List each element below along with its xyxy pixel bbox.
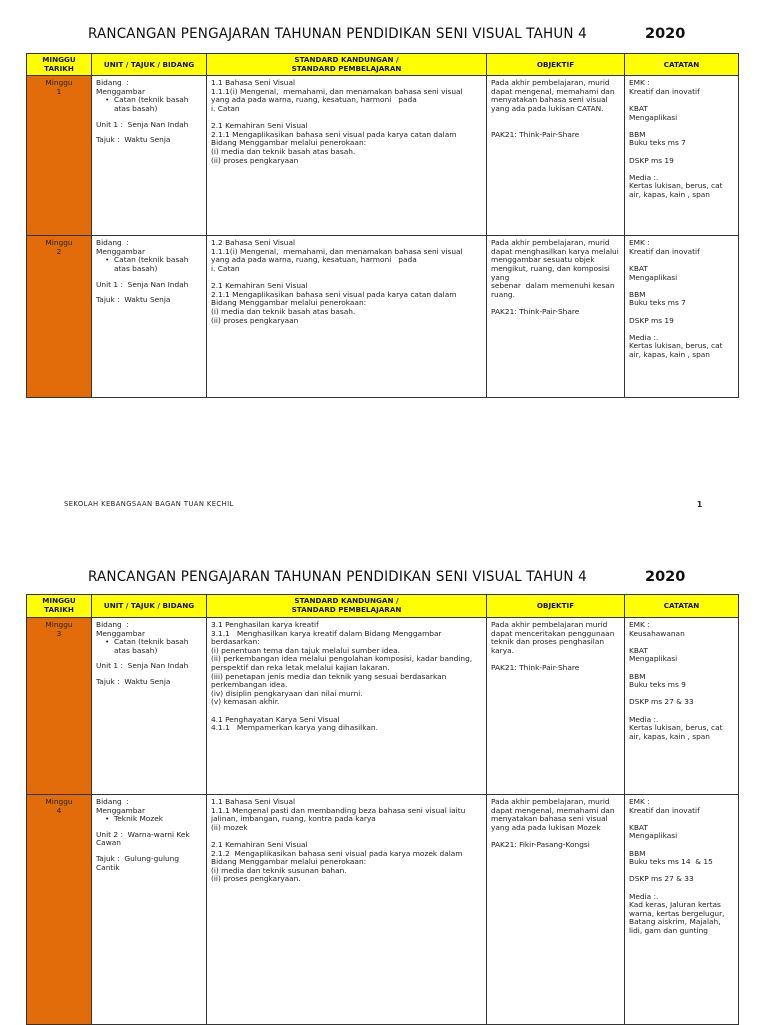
standard-line: 3.1.1 Menghasilkan karya kreatif dalam Bidang Menggambar berdasarkan: bbox=[211, 628, 444, 647]
header-minggu: MINGGU TARIKH bbox=[27, 595, 92, 618]
school-name: SEKOLAH KEBANGSAAN BAGAN TUAN KECHIL bbox=[64, 500, 234, 508]
standard-line: 2.1 Kemahiran Seni Visual bbox=[211, 839, 308, 849]
unit-cell bbox=[92, 618, 207, 795]
unit-line: Unit 2 : Warna-warni Kek Cawan bbox=[96, 829, 193, 848]
document-title: RANCANGAN PENGAJARAN TAHUNAN PENDIDIKAN SENI VISUAL TAHUN 4 bbox=[88, 569, 587, 585]
objektif-line: Pada akhir pembelajaran, murid dapat menghasilkan karya melalui menggambar sesuatu objek mengikut, ruang, dan komposisi yang bbox=[491, 238, 622, 282]
objektif-line: PAK21: Think-Pair-Share bbox=[491, 662, 580, 672]
unit-line: Menggambar bbox=[96, 246, 145, 256]
catatan-line: EMK : bbox=[629, 238, 650, 248]
objektif-line bbox=[491, 114, 620, 123]
standard-line: 2.1 Kemahiran Seni Visual bbox=[211, 121, 308, 131]
catatan-line: Kad keras, Jaluran kertas warna, kertas bergelugur, Batang aiskrim, Majalah, lidi, gam dan gunting bbox=[629, 900, 727, 935]
catatan-line: Mengaplikasi bbox=[629, 654, 678, 664]
table-header-row bbox=[27, 54, 739, 76]
standard-line: (i) media dan teknik susunan bahan. bbox=[211, 865, 347, 875]
document-year: 2020 bbox=[645, 26, 686, 42]
minggu-label: Minggu bbox=[45, 797, 73, 806]
table-row bbox=[27, 618, 739, 795]
standard-line: 1.1.1 Mengenal pasti dan membanding beza bahasa seni visual iaitu jalinan, imbangan, ruang, kontra pada karya bbox=[211, 805, 468, 824]
standard-line: 4.1.1 Mempamerkan karya yang dihasilkan. bbox=[211, 723, 378, 733]
standard-line: (v) kemasan akhir. bbox=[211, 697, 280, 707]
catatan-cell bbox=[625, 236, 739, 398]
document-year: 2020 bbox=[645, 569, 686, 585]
minggu-label: 1 bbox=[56, 86, 62, 96]
standard-line: i. Catan bbox=[211, 263, 240, 273]
catatan-line: KBAT bbox=[629, 822, 648, 832]
catatan-line: Media :. bbox=[629, 332, 659, 342]
catatan-line: KBAT bbox=[629, 263, 648, 273]
unit-line: Menggambar bbox=[96, 805, 145, 815]
standard-line: i. Catan bbox=[211, 103, 240, 113]
header-standard: STANDARD KANDUNGAN / STANDARD PEMBELAJARAN bbox=[207, 54, 487, 76]
standard-line: 1.1 Bahasa Seni Visual bbox=[211, 797, 296, 806]
catatan-line: Buku teks ms 14 & 15 bbox=[629, 857, 713, 867]
table-header-row bbox=[27, 595, 739, 618]
objektif-line: PAK21: Think-Pair-Share bbox=[491, 129, 580, 139]
catatan-line: Kreatif dan inovatif bbox=[629, 246, 700, 256]
minggu-label: 3 bbox=[56, 628, 62, 638]
catatan-line: Media :. bbox=[629, 714, 659, 724]
catatan-line: Kertas lukisan, berus, cat air, kapas, kain , span bbox=[629, 341, 725, 359]
objektif-line: Pada akhir pembelajaran murid dapat menceritakan penggunaan teknik dan proses penghasilan karya. bbox=[491, 620, 617, 655]
minggu-label: 4 bbox=[56, 805, 62, 815]
minggu-cell bbox=[27, 236, 92, 398]
header-standard: STANDARD KANDUNGAN / STANDARD PEMBELAJARAN bbox=[207, 595, 487, 618]
unit-line: Menggambar bbox=[96, 628, 145, 638]
catatan-line: Media :. bbox=[629, 891, 659, 901]
catatan-line: BBM bbox=[629, 671, 646, 681]
plan-table-page-1 bbox=[26, 53, 739, 398]
standard-line: (i) media dan teknik basah atas basah. bbox=[211, 306, 356, 316]
catatan-line: Buku teks ms 9 bbox=[629, 680, 686, 690]
standard-line: (i) media dan teknik basah atas basah. bbox=[211, 146, 356, 156]
unit-line: Bidang : bbox=[96, 620, 129, 629]
page-2-title-row bbox=[0, 569, 768, 593]
minggu-cell bbox=[27, 618, 92, 795]
unit-line: Unit 1 : Senja Nan Indah bbox=[96, 279, 189, 289]
catatan-cell bbox=[625, 618, 739, 795]
catatan-line: BBM bbox=[629, 848, 646, 858]
table-row bbox=[27, 236, 739, 398]
objektif-line: PAK21: Fikir-Pasang-Kongsi bbox=[491, 839, 590, 849]
unit-line: Tajuk : Waktu Senja bbox=[96, 295, 171, 305]
standard-line: (ii) proses pengkaryaan bbox=[211, 155, 299, 165]
catatan-line: Keusahawanan bbox=[629, 628, 685, 638]
header-unit: UNIT / TAJUK / BIDANG bbox=[92, 595, 207, 618]
unit-line: Bidang : bbox=[96, 78, 129, 88]
catatan-line: Media :. bbox=[629, 172, 659, 182]
catatan-line: BBM bbox=[629, 129, 646, 139]
catatan-line: DSKP ms 19 bbox=[629, 155, 674, 165]
unit-line: Bidang : bbox=[96, 797, 129, 806]
unit-cell bbox=[92, 76, 207, 236]
standard-cell bbox=[207, 236, 487, 398]
standard-line: (iv) disiplin pengkaryaan dan nilai murni. bbox=[211, 688, 363, 698]
document-title: RANCANGAN PENGAJARAN TAHUNAN PENDIDIKAN SENI VISUAL TAHUN 4 bbox=[88, 26, 587, 42]
unit-line: Menggambar bbox=[96, 86, 145, 96]
minggu-label: Minggu bbox=[45, 620, 73, 629]
unit-line: Tajuk : Waktu Senja bbox=[96, 676, 171, 686]
catatan-line: DSKP ms 27 & 33 bbox=[629, 697, 694, 707]
standard-line: 4.1 Penghayatan Karya Seni Visual bbox=[211, 714, 340, 724]
catatan-line: Mengaplikasi bbox=[629, 272, 678, 282]
unit-line: Bidang : bbox=[96, 238, 129, 248]
minggu-label: Minggu bbox=[45, 238, 73, 248]
bullet-item: • Teknik Mozek bbox=[96, 815, 202, 824]
catatan-cell bbox=[625, 76, 739, 236]
header-objektif: OBJEKTIF bbox=[487, 595, 625, 618]
catatan-line: Buku teks ms 7 bbox=[629, 298, 686, 308]
standard-line: 2.1.1 Mengaplikasikan bahasa seni visual pada karya catan dalam Bidang Menggambar melalui penerokaan: bbox=[211, 129, 459, 148]
objektif-line: PAK21: Think-Pair-Share bbox=[491, 306, 580, 316]
catatan-line: DSKP ms 19 bbox=[629, 315, 674, 325]
bullet-item: • Catan (teknik basah atas basah) bbox=[96, 638, 202, 655]
standard-line: (ii) proses pengkaryaan bbox=[211, 315, 299, 325]
standard-line: (iii) penetapan jenis media dan teknik yang sesuai berdasarkan perkembangan idea. bbox=[211, 671, 449, 690]
unit-line: Tajuk : Gulung-gulung Cantik bbox=[96, 853, 182, 872]
header-objektif: OBJEKTIF bbox=[487, 54, 625, 76]
minggu-cell bbox=[27, 76, 92, 236]
unit-line: Tajuk : Waktu Senja bbox=[96, 135, 171, 145]
catatan-line: Kertas lukisan, berus, cat air, kapas, kain , span bbox=[629, 181, 725, 199]
standard-line: (ii) proses pengkaryaan. bbox=[211, 874, 301, 884]
page-number: 1 bbox=[697, 500, 703, 509]
page-footer bbox=[0, 500, 768, 514]
unit-cell bbox=[92, 795, 207, 1025]
objektif-line: Pada akhir pembelajaran, murid dapat mengenal, memahami dan menyatakan bahasa seni visual yang ada pada lukisan CATAN. bbox=[491, 78, 617, 113]
catatan-line: KBAT bbox=[629, 645, 648, 655]
objektif-cell bbox=[487, 618, 625, 795]
page-1-title-row bbox=[0, 26, 768, 50]
header-unit: UNIT / TAJUK / BIDANG bbox=[92, 54, 207, 76]
standard-line: 1.1.1(i) Mengenal, memahami, dan menamakan bahasa seni visual yang ada pada warna, ruang, kesatuan, harmoni pada bbox=[211, 246, 465, 265]
table-row bbox=[27, 76, 739, 236]
catatan-line: Kreatif dan inovatif bbox=[629, 805, 700, 815]
standard-line: 2.1.2 Mengaplikasikan bahasa seni visual pada karya mozek dalam Bidang Menggambar melalui penerokaan: bbox=[211, 848, 465, 867]
standard-line: (ii) mozek bbox=[211, 822, 248, 832]
catatan-line: BBM bbox=[629, 289, 646, 299]
standard-line: 1.1 Bahasa Seni Visual bbox=[211, 78, 296, 88]
standard-line: 1.1.1(i) Mengenal, memahami, dan menamakan bahasa seni visual yang ada pada warna, ruang, kesatuan, harmoni pada bbox=[211, 86, 465, 105]
header-catatan: CATATAN bbox=[625, 595, 739, 618]
catatan-line: Mengaplikasi bbox=[629, 831, 678, 841]
objektif-cell bbox=[487, 76, 625, 236]
standard-line: 2.1.1 Mengaplikasikan bahasa seni visual pada karya catan dalam Bidang Menggambar melalui penerokaan: bbox=[211, 289, 459, 308]
standard-line: 3.1 Penghasilan karya kreatif bbox=[211, 620, 319, 629]
unit-line: Unit 1 : Senja Nan Indah bbox=[96, 119, 189, 129]
objektif-cell bbox=[487, 795, 625, 1025]
minggu-label: Minggu bbox=[45, 78, 73, 88]
objektif-line: sebenar dalam memenuhi kesan ruang. bbox=[491, 281, 617, 299]
objektif-cell bbox=[487, 236, 625, 398]
standard-line: 2.1 Kemahiran Seni Visual bbox=[211, 281, 308, 291]
catatan-line: EMK : bbox=[629, 78, 650, 88]
unit-cell bbox=[92, 236, 207, 398]
standard-cell bbox=[207, 76, 487, 236]
catatan-line: Buku teks ms 7 bbox=[629, 138, 686, 148]
catatan-line: Kreatif dan inovatif bbox=[629, 86, 700, 96]
header-minggu: MINGGU TARIKH bbox=[27, 54, 92, 76]
objektif-line: Pada akhir pembelajaran, murid dapat mengenal, memahami dan menyatakan bahasa seni visual yang ada pada lukisan Mozek bbox=[491, 797, 617, 832]
standard-line: 1.2 Bahasa Seni Visual bbox=[211, 238, 296, 248]
header-catatan: CATATAN bbox=[625, 54, 739, 76]
catatan-line: Kertas lukisan, berus, cat air, kapas, kain , span bbox=[629, 723, 725, 741]
standard-line: (i) penentuan tema dan tajuk melalui sumber idea. bbox=[211, 645, 401, 655]
unit-line: Unit 1 : Senja Nan Indah bbox=[96, 661, 189, 671]
standard-cell bbox=[207, 618, 487, 795]
standard-line: (ii) perkembangan idea melalui pengolahan komposisi, kadar banding, perspektif dan reka letak melalui kajian lakaran. bbox=[211, 654, 475, 672]
minggu-cell bbox=[27, 795, 92, 1025]
catatan-line: Mengaplikasi bbox=[629, 112, 678, 122]
plan-table-page-2 bbox=[26, 594, 739, 1025]
catatan-line: EMK : bbox=[629, 797, 650, 806]
catatan-cell bbox=[625, 795, 739, 1025]
standard-cell bbox=[207, 795, 487, 1025]
catatan-line: DSKP ms 27 & 33 bbox=[629, 874, 694, 884]
bullet-item: • Catan (teknik basah atas basah) bbox=[96, 96, 202, 113]
bullet-item: • Catan (teknik basah atas basah) bbox=[96, 256, 202, 273]
catatan-line: EMK : bbox=[629, 620, 650, 629]
catatan-line: KBAT bbox=[629, 103, 648, 113]
table-row bbox=[27, 795, 739, 1025]
minggu-label: 2 bbox=[56, 246, 62, 256]
